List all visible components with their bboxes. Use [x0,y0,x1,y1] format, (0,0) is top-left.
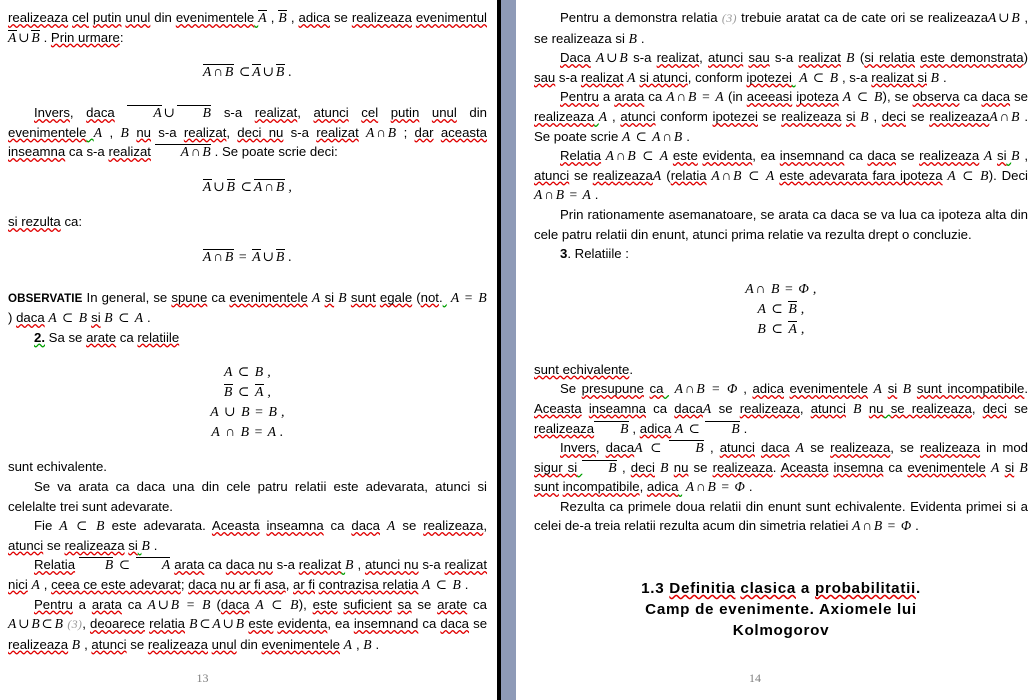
paragraph: Relatia B ⊂ A arata ca daca nu s-a realizat B , atunci nu s-a realizat nici A , ceea ce este adevarat; daca nu ar fi asa, ar fi contrazisa relatia A ⊂ B . [8,557,488,592]
section-heading-line-1: 1.3 Definitia clasica a probabilitatii. [641,580,921,598]
paragraph: Prin rationamente asemanatoare, se arata ca daca se va lua ca ipoteza alta din cele patru relatii din enunt, atunci prima relatie va rezulta drept o concluzie. [534,206,1028,242]
paragraph: Se va arata ca daca una din cele patru relatii este adevarata, atunci si celelalte trei sunt adevarate. [8,478,487,514]
paragraph: realizeaza cel putin unul din evenimentele A , B , adica se realizeaza evenimentul A ∪ B . Prin urmare: [8,10,487,45]
section-heading-line-2: Camp de evenimente. Axiomele lui [645,601,917,619]
paragraph: Fie A ⊂ B este adevarata. Aceasta inseamna ca daca A se realizeaza, atunci se realizeaza si B . [8,518,487,553]
section-heading-line-3: Kolmogorov [732,622,830,640]
observatie-label: OBSERVATIE [8,291,83,305]
paragraph: Pentru a demonstra relatia (3) trebuie aratat ca de cate ori se realizeazaA ∪ B , se realizeaza si B . [534,10,1029,46]
paragraph: Rezulta ca primele doua relatii din enunt sunt echivalente. Evidenta primei si a celei de-a treia relatii rezulta acum din simetria relatiei A ∩ B = Φ . [534,498,1028,534]
paragraph: Invers, dacaA ⊂ B , atunci daca A se realizeaza, se realizeaza in mod sigur si B , deci B nu se realizeaza. Aceasta insemna ca evenimentele A si B sunt incompatibile, adica A ∩ B = Φ . [534,440,1029,495]
equation: A ∩ B = A ∪ B . [202,248,293,264]
paragraph: si rezulta ca: [8,213,83,229]
paragraph-item-3: 3. Relatiile : [560,246,629,262]
page-right [516,0,1034,700]
section-heading [534,578,1028,641]
page-number-left: 13 [196,671,209,685]
paragraph: sunt echivalente. [8,459,107,475]
paragraph: Relatia A ∩ B ⊂ A este evidenta, ea insemnand ca daca se realizeaza A si B , atunci se realizeazaA (relatia A ∩ B ⊂ A este adevarata fara ipoteza A ⊂ B). Deci A ∩ B = A . [534,148,1029,203]
equation: A ∩ B ⊂ A ∪ B . [202,64,293,80]
item-number: 3 [560,246,568,262]
divider-blue-stripe [501,0,516,700]
paragraph: Daca A ∪ B s-a realizat, atunci sau s-a realizat B (si relatia este demonstrata) sau s-a realizat A si atunci, conform ipotezei A ⊂ B , s-a realizat si B . [534,50,1029,85]
page-left [0,0,497,700]
page-number-right: 14 [749,671,761,685]
paragraph: Pentru a arata ca A ∩ B = A (in aceeasi ipoteza A ⊂ B), se observa ca daca se realizeaza A , atunci conform ipotezei se realizeaza si B , deci se realizeazaA ∩ B . Se poate scrie A ⊂ A ∩ B . [534,89,1029,144]
paragraph-observatie: OBSERVATIE In general, se spune ca evenimentele A si B sunt egale (not. A = B ) daca A ⊂ B si B ⊂ A . [8,289,487,326]
equation-list: A ∩ B = Φ , A ⊂ B , B ⊂ A , [745,280,817,336]
paragraph: Se presupune ca A ∩ B = Φ , adica evenimentele A si B sunt incompatibile. Aceasta inseamna ca dacaA se realizeaza, atunci B nu se realizeaza, deci se realizeaza B , adica A ⊂ B . [534,381,1029,436]
paragraph: Invers, daca A ∪ B s-a realizat, atunci cel putin unul din evenimentele A , B nu s-a realizat, deci nu s-a realizat A ∩ B ; dar aceasta inseamna ca s-a realizat A ∩ B . Se poate scrie deci: [8,105,488,160]
equation: A ∪ B ⊂ A ∩ B , [202,178,293,194]
page-divider [497,0,516,700]
equation-list: A ⊂ B , B ⊂ A , A ∪ B = B , A ∩ B = A . [210,364,285,440]
paragraph: Pentru a arata ca A ∪ B = B (daca A ⊂ B), este suficient sa se arate ca A ∪ B ⊂ B (3), deoarece relatia B ⊂ A ∪ B este evidenta, ea insemnand ca daca se realizeaza B , atunci se realizeaza unul din evenimentele A , B . [8,596,488,652]
paragraph-item-2: 2. Sa se arate ca relatiile [34,329,180,345]
paragraph: sunt echivalente. [534,361,633,377]
